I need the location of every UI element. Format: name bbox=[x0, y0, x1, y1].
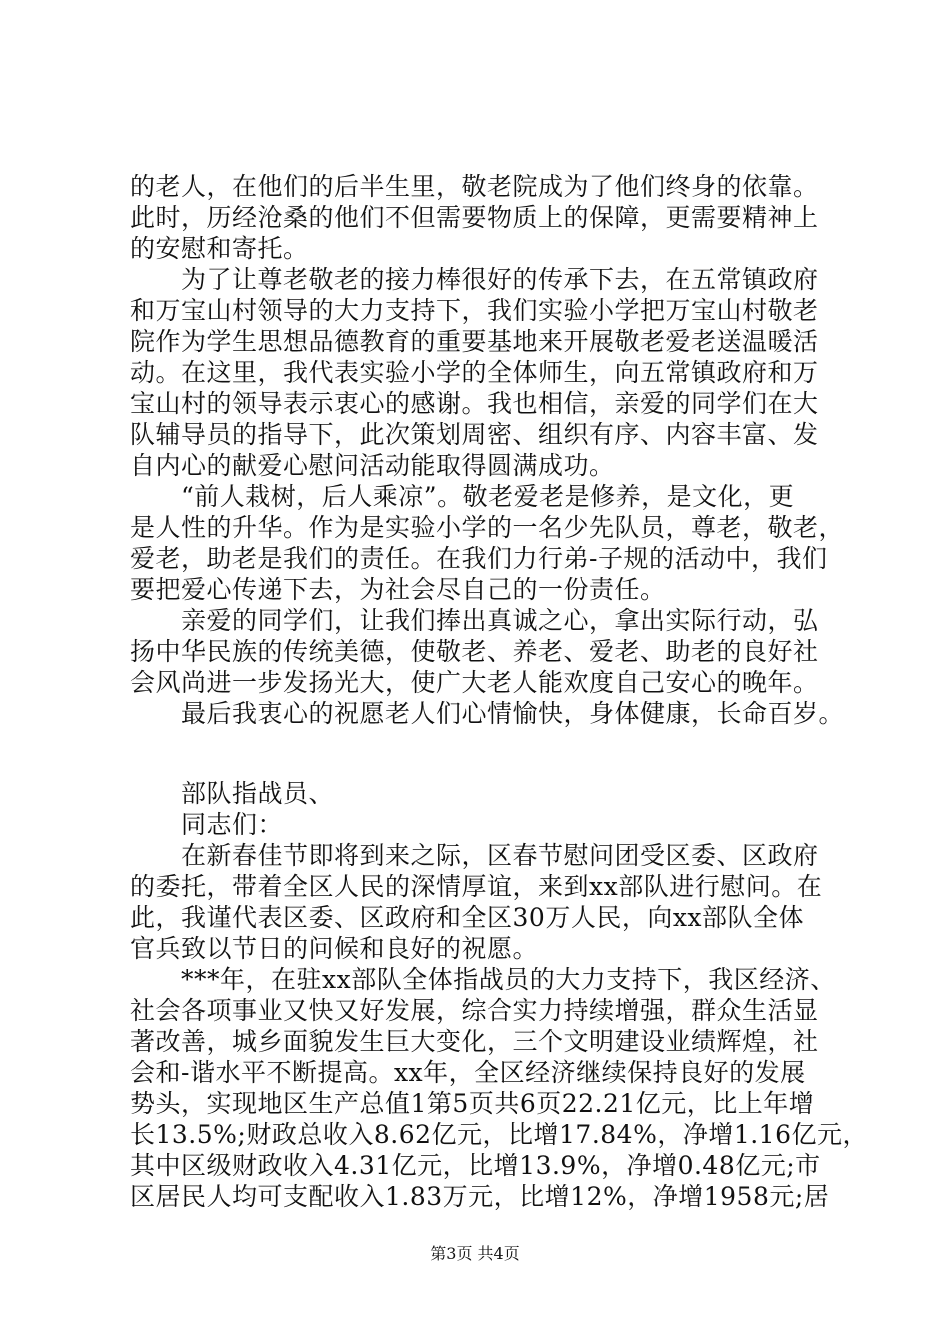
text-line: “前人栽树，后人乘凉”。敬老爱老是修养，是文化，更 bbox=[130, 482, 795, 511]
text-line: 部队指战员、 bbox=[130, 779, 335, 808]
text-line: 扬中华民族的传统美德，使敬老、养老、爱老、助老的良好社 bbox=[130, 637, 819, 666]
text-line: 此，我谨代表区委、区政府和全区30万人民，向xx部队全体 bbox=[130, 903, 805, 932]
text-line: 著改善，城乡面貌发生巨大变化，三个文明建设业绩辉煌，社 bbox=[130, 1027, 819, 1056]
text-line: 社会各项事业又快又好发展，综合实力持续增强，群众生活显 bbox=[130, 996, 819, 1025]
text-line: 会和-谐水平不断提高。xx年，全区经济继续保持良好的发展 bbox=[130, 1058, 806, 1087]
text-line: 的安慰和寄托。 bbox=[130, 234, 309, 263]
text-line: 同志们： bbox=[130, 810, 284, 839]
text-line: 势头，实现地区生产总值1第5页共6页22.21亿元，比上年增 bbox=[130, 1089, 815, 1118]
page-number: 第3页 共4页 bbox=[430, 1244, 520, 1263]
text-line: 为了让尊老敬老的接力棒很好的传承下去，在五常镇政府 bbox=[130, 265, 819, 294]
text-line: 院作为学生思想品德教育的重要基地来开展敬老爱老送温暖活 bbox=[130, 327, 819, 356]
text-line: 宝山村的领导表示衷心的感谢。我也相信，亲爱的同学们在大 bbox=[130, 389, 819, 418]
page-footer bbox=[0, 1244, 950, 1264]
text-line: 和万宝山村领导的大力支持下，我们实验小学把万宝山村敬老 bbox=[130, 296, 819, 325]
text-line: 此时，历经沧桑的他们不但需要物质上的保障，更需要精神上 bbox=[130, 203, 819, 232]
text-line: 区居民人均可支配收入1.83万元，比增12%，净增1958元;居 bbox=[130, 1182, 830, 1211]
text-line: 在新春佳节即将到来之际，区春节慰问团受区委、区政府 bbox=[130, 841, 819, 870]
text-line: 自内心的献爱心慰问活动能取得圆满成功。 bbox=[130, 451, 615, 480]
text-line: 其中区级财政收入4.31亿元，比增13.9%，净增0.48亿元;市 bbox=[130, 1151, 821, 1180]
text-line: 会风尚进一步发扬光大，使广大老人能欢度自己安心的晚年。 bbox=[130, 668, 819, 697]
text-line: 的委托，带着全区人民的深情厚谊，来到xx部队进行慰问。在 bbox=[130, 872, 823, 901]
text-line: 要把爱心传递下去，为社会尽自己的一份责任。 bbox=[130, 575, 666, 604]
text-line: 亲爱的同学们，让我们捧出真诚之心，拿出实际行动，弘 bbox=[130, 606, 819, 635]
text-line: 的老人，在他们的后半生里，敬老院成为了他们终身的依靠。 bbox=[130, 172, 819, 201]
text-line: 爱老，助老是我们的责任。在我们力行弟-子规的活动中，我们 bbox=[130, 544, 828, 573]
text-line: 官兵致以节日的问候和良好的祝愿。 bbox=[130, 934, 539, 963]
text-line: 是人性的升华。作为是实验小学的一名少先队员，尊老，敬老， bbox=[130, 513, 845, 542]
section-military-greeting bbox=[130, 778, 868, 1212]
text-line: ***年，在驻xx部队全体指战员的大力支持下，我区经济、 bbox=[130, 965, 836, 994]
section-elderly-care bbox=[130, 171, 845, 729]
body-text bbox=[130, 171, 868, 1212]
text-line: 动。在这里，我代表实验小学的全体师生，向五常镇政府和万 bbox=[130, 358, 819, 387]
text-line: 长13.5%;财政总收入8.62亿元，比增17.84%，净增1.16亿元， bbox=[130, 1120, 868, 1149]
text-line: 最后我衷心的祝愿老人们心情愉快，身体健康，长命百岁。 bbox=[130, 699, 845, 728]
text-line: 队辅导员的指导下，此次策划周密、组织有序、内容丰富、发 bbox=[130, 420, 819, 449]
section-gap bbox=[130, 729, 830, 778]
